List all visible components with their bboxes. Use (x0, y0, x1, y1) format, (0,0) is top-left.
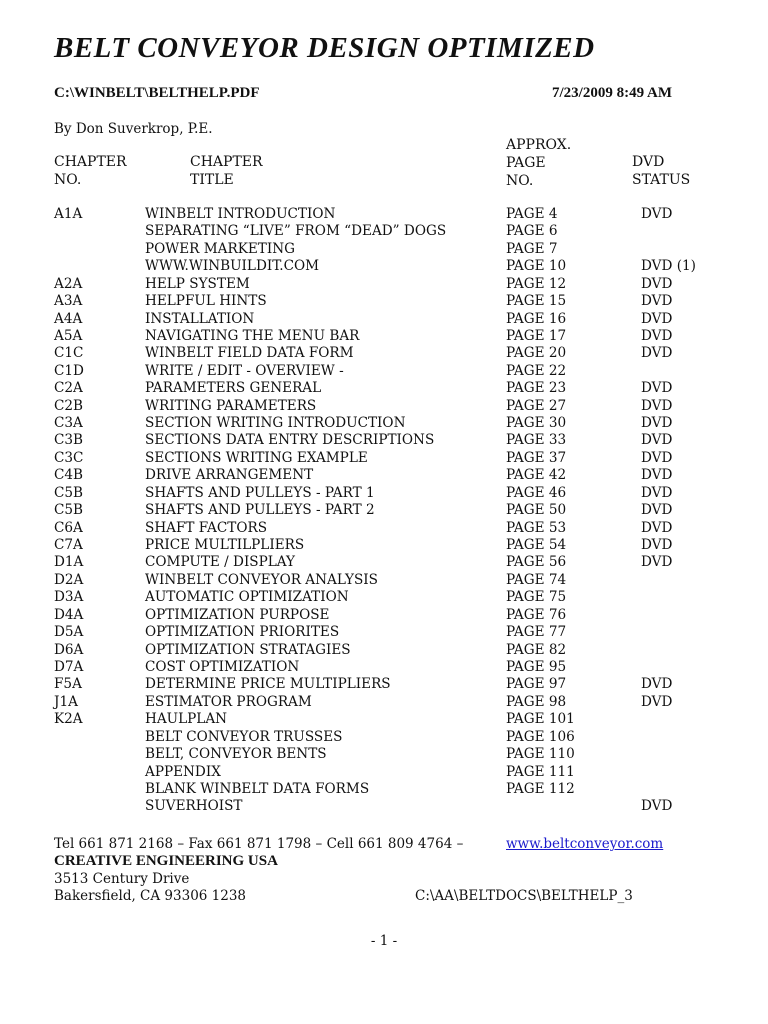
dvd-status-cell: DVD (641, 467, 673, 484)
chapter-title-cell: INSTALLATION (145, 310, 255, 327)
header-page-no (506, 136, 571, 190)
page-cell: PAGE 76 (506, 606, 567, 623)
dvd-status-cell: DVD (641, 519, 673, 536)
table-row (0, 554, 768, 571)
header-chapter-no-line2: NO. (54, 172, 82, 188)
table-row (0, 624, 768, 641)
dvd-status-cell: DVD (641, 449, 673, 466)
page-cell: PAGE 74 (506, 571, 567, 588)
page-cell: PAGE 98 (506, 693, 567, 710)
chapter-title-cell: COST OPTIMIZATION (145, 658, 300, 675)
dvd-status-cell: DVD (1) (641, 258, 696, 275)
chapter-no-cell: A4A (54, 310, 83, 327)
page-cell: PAGE 75 (506, 589, 567, 606)
chapter-no-cell: F5A (54, 676, 82, 693)
city-address: Bakersfield, CA 93306 1238 (54, 888, 247, 904)
header-dvd-status (632, 153, 690, 189)
page-cell: PAGE 111 (506, 763, 575, 780)
table-row (0, 746, 768, 763)
table-row (0, 520, 768, 537)
chapter-title-cell: SEPARATING “LIVE” FROM “DEAD” DOGS (145, 223, 447, 240)
chapter-title-cell: NAVIGATING THE MENU BAR (145, 327, 360, 344)
dvd-status-cell: DVD (641, 798, 673, 815)
chapter-no-cell: C2A (54, 380, 83, 397)
page-cell: PAGE 112 (506, 780, 575, 797)
chapter-no-cell: D6A (54, 641, 84, 658)
chapter-title-cell: SHAFTS AND PULLEYS - PART 2 (145, 502, 375, 519)
chapter-title-cell: ESTIMATOR PROGRAM (145, 693, 312, 710)
chapter-no-cell: A1A (54, 206, 83, 222)
chapter-title-cell: SUVERHOIST (145, 798, 243, 815)
document-title: BELT CONVEYOR DESIGN OPTIMIZED (54, 32, 595, 64)
table-row (0, 241, 768, 258)
page-cell: PAGE 53 (506, 519, 567, 536)
table-row (0, 607, 768, 624)
dvd-status-cell: DVD (641, 327, 673, 344)
print-datetime: 7/23/2009 8:49 AM (552, 85, 672, 101)
chapter-no-cell: D4A (54, 606, 84, 623)
table-row (0, 798, 768, 815)
chapter-no-cell: D7A (54, 658, 84, 675)
chapter-title-cell: WRITING PARAMETERS (145, 397, 317, 414)
chapter-title-cell: DRIVE ARRANGEMENT (145, 467, 314, 484)
chapter-table (0, 206, 768, 816)
dvd-status-cell: DVD (641, 693, 673, 710)
chapter-no-cell: C3C (54, 449, 84, 466)
page-cell: PAGE 33 (506, 432, 567, 449)
table-row (0, 398, 768, 415)
chapter-no-cell: C7A (54, 537, 83, 554)
chapter-title-cell: WINBELT CONVEYOR ANALYSIS (145, 571, 378, 588)
chapter-no-cell: C2B (54, 397, 84, 414)
chapter-title-cell: OPTIMIZATION STRATAGIES (145, 641, 351, 658)
page-cell: PAGE 110 (506, 746, 575, 763)
table-row (0, 467, 768, 484)
header-dvd-line1: DVD (632, 154, 665, 170)
chapter-title-cell: COMPUTE / DISPLAY (145, 554, 296, 571)
table-row (0, 642, 768, 659)
page-cell: PAGE 10 (506, 258, 567, 275)
chapter-no-cell: C3B (54, 432, 84, 449)
page-cell: PAGE 4 (506, 206, 558, 222)
doc-path: C:\AA\BELTDOCS\BELTHELP_3 (415, 888, 633, 904)
page-cell: PAGE 17 (506, 327, 567, 344)
page-cell: PAGE 106 (506, 728, 575, 745)
page-cell: PAGE 54 (506, 537, 567, 554)
dvd-status-cell: DVD (641, 397, 673, 414)
chapter-no-cell: A2A (54, 275, 83, 292)
chapter-title-cell: PARAMETERS GENERAL (145, 380, 322, 397)
dvd-status-cell: DVD (641, 676, 673, 693)
table-row (0, 572, 768, 589)
table-row (0, 781, 768, 798)
dvd-status-cell: DVD (641, 502, 673, 519)
chapter-no-cell: C5B (54, 502, 84, 519)
page-cell: PAGE 15 (506, 293, 567, 310)
page-cell: PAGE 22 (506, 362, 567, 379)
chapter-no-cell: A3A (54, 293, 83, 310)
table-row (0, 258, 768, 275)
chapter-no-cell: D1A (54, 554, 84, 571)
chapter-title-cell: SECTIONS WRITING EXAMPLE (145, 449, 368, 466)
page-cell: PAGE 20 (506, 345, 567, 362)
table-row (0, 729, 768, 746)
website-link[interactable]: www.beltconveyor.com (506, 836, 664, 852)
chapter-no-cell: D3A (54, 589, 84, 606)
chapter-title-cell: WRITE / EDIT - OVERVIEW - (145, 362, 344, 379)
table-row (0, 764, 768, 781)
table-row (0, 415, 768, 432)
chapter-title-cell: AUTOMATIC OPTIMIZATION (145, 589, 349, 606)
table-row (0, 328, 768, 345)
page-cell: PAGE 97 (506, 676, 567, 693)
table-row (0, 432, 768, 449)
dvd-status-cell: DVD (641, 554, 673, 571)
chapter-title-cell: WINBELT INTRODUCTION (145, 206, 336, 222)
chapter-no-cell: D5A (54, 624, 84, 641)
page-cell: PAGE 37 (506, 449, 567, 466)
table-row (0, 380, 768, 397)
chapter-no-cell: J1A (54, 693, 78, 710)
table-row (0, 206, 768, 223)
chapter-title-cell: APPENDIX (145, 763, 221, 780)
chapter-no-cell: C3A (54, 415, 83, 432)
page-number: - 1 - (370, 933, 398, 949)
table-row (0, 694, 768, 711)
table-row (0, 676, 768, 693)
header-dvd-line2: STATUS (632, 172, 691, 188)
dvd-status-cell: DVD (641, 380, 673, 397)
chapter-title-cell: SHAFT FACTORS (145, 519, 268, 536)
dvd-status-cell: DVD (641, 432, 673, 449)
header-chapter-title (190, 153, 263, 189)
table-row (0, 345, 768, 362)
chapter-title-cell: SECTION WRITING INTRODUCTION (145, 415, 406, 432)
dvd-status-cell: DVD (641, 345, 673, 362)
chapter-title-cell: HELP SYSTEM (145, 275, 250, 292)
dvd-status-cell: DVD (641, 275, 673, 292)
page-cell: PAGE 23 (506, 380, 567, 397)
header-page-line1: APPROX. (506, 137, 572, 153)
table-row (0, 293, 768, 310)
table-row (0, 311, 768, 328)
chapter-no-cell: C5B (54, 484, 84, 501)
dvd-status-cell: DVD (641, 484, 673, 501)
header-page-line2: PAGE (506, 155, 546, 171)
company-name: CREATIVE ENGINEERING USA (54, 853, 278, 869)
author-line: By Don Suverkrop, P.E. (54, 121, 213, 137)
chapter-title-cell: POWER MARKETING (145, 240, 295, 257)
header-chapter-no (54, 153, 127, 189)
chapter-no-cell: C1C (54, 345, 84, 362)
chapter-no-cell: K2A (54, 711, 83, 728)
table-row (0, 276, 768, 293)
page-cell: PAGE 50 (506, 502, 567, 519)
table-row (0, 363, 768, 380)
table-row (0, 659, 768, 676)
table-row (0, 589, 768, 606)
page-cell: PAGE 7 (506, 240, 558, 257)
chapter-title-cell: OPTIMIZATION PURPOSE (145, 606, 330, 623)
chapter-title-cell: OPTIMIZATION PRIORITES (145, 624, 340, 641)
file-path: C:\WINBELT\BELTHELP.PDF (54, 85, 260, 101)
page-cell: PAGE 6 (506, 223, 558, 240)
page-cell: PAGE 95 (506, 658, 567, 675)
street-address: 3513 Century Drive (54, 871, 190, 887)
chapter-title-cell: HAULPLAN (145, 711, 228, 728)
chapter-title-cell: BLANK WINBELT DATA FORMS (145, 780, 370, 797)
chapter-title-cell: BELT CONVEYOR TRUSSES (145, 728, 343, 745)
dvd-status-cell: DVD (641, 293, 673, 310)
chapter-title-cell: WINBELT FIELD DATA FORM (145, 345, 354, 362)
table-row (0, 223, 768, 240)
header-chapter-title-line2: TITLE (190, 172, 234, 188)
chapter-no-cell: A5A (54, 327, 83, 344)
page-cell: PAGE 42 (506, 467, 567, 484)
dvd-status-cell: DVD (641, 415, 673, 432)
page-cell: PAGE 16 (506, 310, 567, 327)
dvd-status-cell: DVD (641, 537, 673, 554)
chapter-title-cell: SHAFTS AND PULLEYS - PART 1 (145, 484, 375, 501)
chapter-title-cell: WWW.WINBUILDIT.COM (145, 258, 320, 275)
table-row (0, 502, 768, 519)
chapter-title-cell: DETERMINE PRICE MULTIPLIERS (145, 676, 391, 693)
contact-line: Tel 661 871 2168 – Fax 661 871 1798 – Cell 661 809 4764 – (54, 836, 464, 852)
chapter-no-cell: C1D (54, 362, 84, 379)
table-row (0, 711, 768, 728)
header-chapter-no-line1: CHAPTER (54, 154, 127, 170)
header-chapter-title-line1: CHAPTER (190, 154, 263, 170)
dvd-status-cell: DVD (641, 206, 673, 222)
chapter-no-cell: C6A (54, 519, 83, 536)
page-cell: PAGE 82 (506, 641, 567, 658)
page-cell: PAGE 77 (506, 624, 567, 641)
dvd-status-cell: DVD (641, 310, 673, 327)
table-row (0, 485, 768, 502)
table-row (0, 537, 768, 554)
table-row (0, 450, 768, 467)
page-cell: PAGE 46 (506, 484, 567, 501)
page-cell: PAGE 56 (506, 554, 567, 571)
chapter-no-cell: C4B (54, 467, 84, 484)
chapter-title-cell: PRICE MULTILPLIERS (145, 537, 305, 554)
page-cell: PAGE 12 (506, 275, 567, 292)
page-cell: PAGE 101 (506, 711, 575, 728)
chapter-title-cell: BELT, CONVEYOR BENTS (145, 746, 327, 763)
page-cell: PAGE 27 (506, 397, 567, 414)
header-page-line3: NO. (506, 173, 534, 189)
chapter-title-cell: SECTIONS DATA ENTRY DESCRIPTIONS (145, 432, 435, 449)
chapter-no-cell: D2A (54, 571, 84, 588)
page-cell: PAGE 30 (506, 415, 567, 432)
chapter-title-cell: HELPFUL HINTS (145, 293, 267, 310)
